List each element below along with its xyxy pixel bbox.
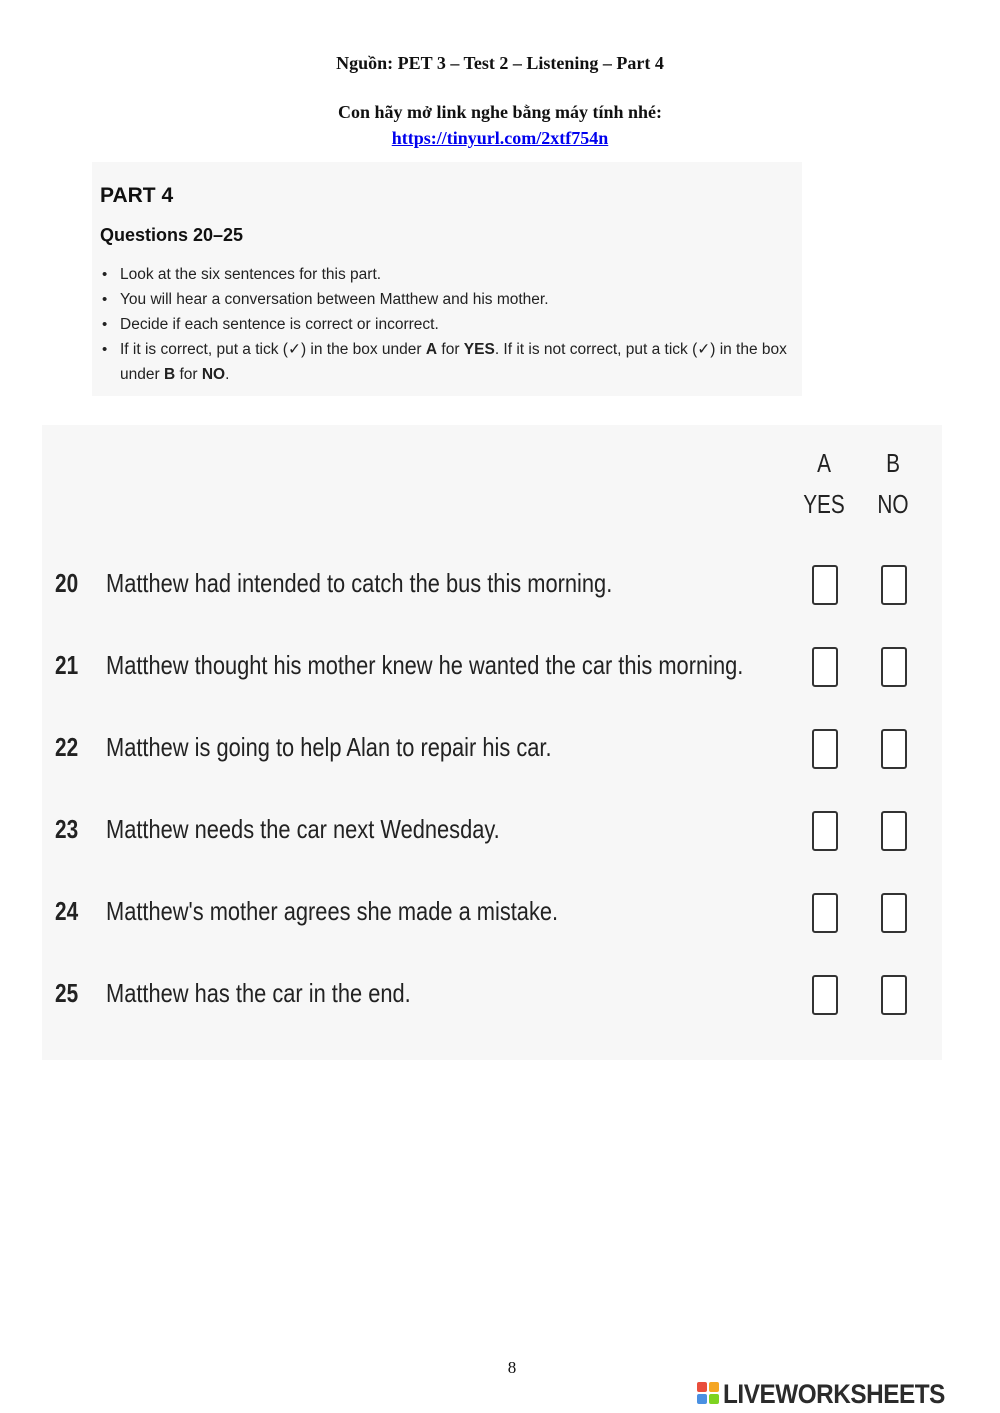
instruction-text: for [175,366,202,383]
instruction-bullet: • You will hear a conversation between Matthew and his mother. [100,287,800,312]
question-text: Matthew's mother agrees she made a mistake. [106,896,559,926]
question-text: Matthew needs the car next Wednesday. [106,814,500,844]
question-number: 21 [55,650,79,680]
question-number: 25 [55,978,79,1008]
question-row [42,725,942,775]
answer-b-checkbox[interactable] [881,811,907,851]
answer-a-checkbox[interactable] [812,565,838,605]
answer-a-checkbox[interactable] [812,893,838,933]
column-b-letter: B [886,448,900,478]
instruction-bullet: • Look at the six sentences for this part. [100,262,800,287]
question-row [42,561,942,611]
option-b-ref: B [163,366,176,383]
logo-square [697,1394,707,1404]
question-number: 23 [55,814,79,844]
instruction-bullet-tick [100,337,800,387]
question-row [42,807,942,857]
column-b-label: NO [877,489,909,519]
answer-a-checkbox[interactable] [812,729,838,769]
question-text: Matthew had intended to catch the bus this morning. [106,568,613,598]
answer-a-checkbox[interactable] [812,975,838,1015]
question-row [42,971,942,1021]
question-text: Matthew is going to help Alan to repair his car. [106,732,552,762]
no-ref: NO [201,366,226,383]
answer-b-checkbox[interactable] [881,647,907,687]
instruction-text: . If it is not correct, put a tick (✓) in the box under [120,341,787,383]
answer-b-checkbox[interactable] [881,893,907,933]
question-number: 22 [55,732,79,762]
answer-b-checkbox[interactable] [881,975,907,1015]
liveworksheets-icon [697,1382,721,1406]
liveworksheets-logo [697,1376,970,1412]
column-a-label: YES [803,489,845,519]
audio-link[interactable]: https://tinyurl.com/2xtf754n [391,128,609,148]
question-number: 24 [55,896,79,926]
column-a-header [800,443,848,525]
instruction-text: . [225,366,230,383]
question-row [42,643,942,693]
question-number: 20 [55,568,79,598]
instruction-bullet: • Decide if each sentence is correct or incorrect. [100,312,800,337]
question-text: Matthew has the car in the end. [106,978,411,1008]
answer-panel [42,425,942,1060]
column-a-letter: A [817,448,831,478]
answer-b-checkbox[interactable] [881,565,907,605]
part-title: PART 4 [100,184,174,207]
logo-square [709,1382,719,1392]
logo-square [709,1394,719,1404]
listening-instruction: Con hãy mở link nghe bằng máy tính nhé: [337,102,663,122]
question-row [42,889,942,939]
page-number: 8 [507,1358,517,1377]
brand-name: LIVEWORKSHEETS [723,1378,945,1409]
instruction-list [100,262,800,387]
logo-square [697,1382,707,1392]
option-a-ref: A [425,341,438,358]
question-text: Matthew thought his mother knew he wanted the car this morning. [106,650,744,680]
answer-a-checkbox[interactable] [812,647,838,687]
part-instructions-box [92,162,802,396]
instruction-text: for [437,341,464,358]
source-line: Nguồn: PET 3 – Test 2 – Listening – Part 4 [336,53,664,73]
questions-range: Questions 20–25 [100,225,244,245]
answer-b-checkbox[interactable] [881,729,907,769]
instruction-text: If it is correct, put a tick (✓) in the box under [120,341,426,358]
answer-a-checkbox[interactable] [812,811,838,851]
column-b-header [869,443,917,525]
audio-link-line [0,128,1000,149]
yes-ref: YES [463,341,495,358]
